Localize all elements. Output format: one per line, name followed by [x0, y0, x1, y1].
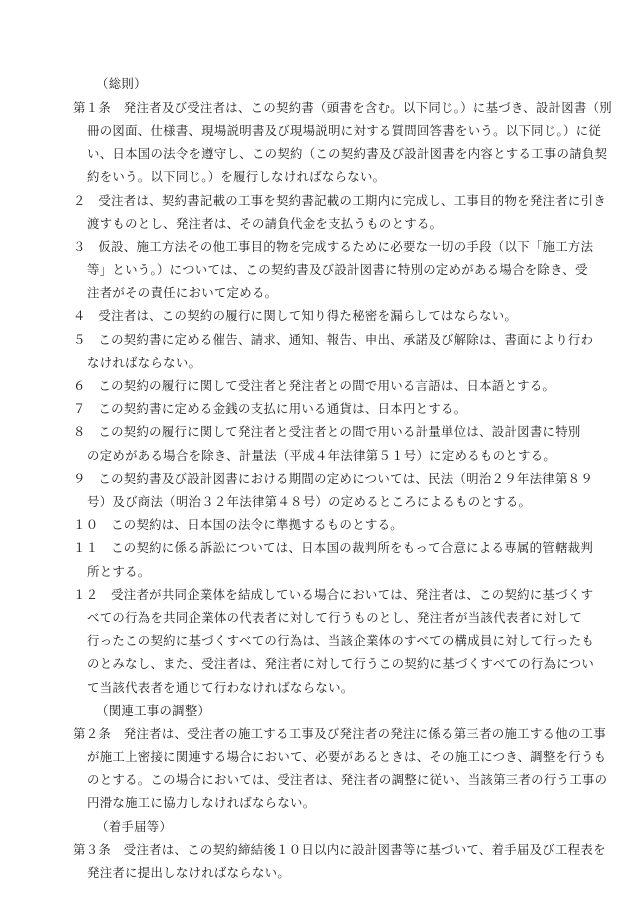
clause-2-line: ２ 受注者は、契約書記載の工事を契約書記載の工期内に完成し、工事目的物を発注者に引き: [73, 193, 607, 208]
article-1-line: い、日本国の法令を遵守し、この契約（この契約書及び設計図書を内容とする工事の請負契: [87, 146, 608, 161]
clause-6-line: ６ この契約の履行に関して受注者と発注者との間で用いる言語は、日本語とする。: [73, 378, 556, 393]
clause-9-line: 号）及び商法（明治３２年法律第４８号）の定めるところによるものとする。: [87, 494, 532, 509]
article-1-line: 冊の図面、仕様書、現場説明書及び現場説明に対する質問回答書をいう。以下同じ。）に従: [87, 123, 602, 138]
clause-12-line: １２ 受注者が共同企業体を結成している場合においては、発注者は、この契約に基づくす: [73, 587, 594, 602]
clause-12-line: のとみなし、また、受注者は、発注者に対して行うこの契約に基づくすべての行為につい: [87, 656, 595, 671]
clause-11-line: 所とする。: [87, 564, 151, 579]
clause-11-line: １１ この契約に係る訴訟については、日本国の裁判所をもって合意による専属的管轄裁判: [73, 540, 594, 555]
clause-5-line: ５ この契約書に定める催告、請求、通知、報告、申出、承諾及び解除は、書面により行わ: [73, 332, 594, 347]
article-3-line: 第３条 受注者は、この契約締結後１０日以内に設計図書等に基づいて、着手届及び工程表を: [73, 842, 606, 857]
article-2-line: のとする。この場合においては、受注者は、発注者の調整に従い、当該第三者の行う工事の: [87, 772, 608, 787]
section-heading-general: （総則）: [96, 76, 147, 91]
clause-8-line: の定めがある場合を除き、計量法（平成４年法律第５１号）に定めるものとする。: [87, 448, 557, 463]
section-heading-start-notice: （着手届等）: [96, 819, 173, 834]
clause-2-line: 渡すものとし、発注者は、その請負代金を支払うものとする。: [87, 216, 443, 231]
article-2-line: 第２条 発注者は、受注者の施工する工事及び発注者の発注に係る第三者の施工する他の工事: [73, 726, 607, 741]
clause-12-line: べての行為を共同企業体の代表者に対して行うものとし、発注者が当該代表者に対して: [87, 610, 582, 625]
clause-3-line: 等」という。）については、この契約書及び設計図書に特別の定めがある場合を除き、受: [87, 262, 588, 277]
clause-12-line: て当該代表者を通じて行わなければならない。: [87, 680, 354, 695]
article-1-line: 第１条 発注者及び受注者は、この契約書（頭書を含む。以下同じ。）に基づき、設計図書（別: [73, 100, 612, 115]
section-heading-related-work: （関連工事の調整）: [96, 703, 211, 718]
clause-9-line: ９ この契約書及び設計図書における期間の定めについては、民法（明治２９年法律第８９: [73, 471, 594, 486]
clause-7-line: ７ この契約書に定める金銭の支払に用いる通貨は、日本円とする。: [73, 401, 467, 416]
clause-3-line: ３ 仮設、施工方法その他工事目的物を完成するために必要な一切の手段（以下「施工方法: [73, 239, 594, 254]
article-2-line: 円滑な施工に協力しなければならない。: [87, 795, 316, 810]
clause-5-line: なければならない。: [87, 355, 202, 370]
clause-8-line: ８ この契約の履行に関して発注者と受注者との間で用いる計量単位は、設計図書に特別: [73, 424, 581, 439]
clause-3-line: 注者がその責任において定める。: [87, 285, 278, 300]
article-3-line: 発注者に提出しなければならない。: [87, 865, 291, 880]
article-1-line: 約をいう。以下同じ。）を履行しなければならない。: [87, 169, 386, 184]
article-2-line: が施工上密接に関連する場合において、必要があるときは、その施工につき、調整を行うも: [87, 749, 607, 764]
clause-12-line: 行ったこの契約に基づくすべての行為は、当該企業体のすべての構成員に対して行ったも: [87, 633, 595, 648]
clause-10-line: １０ この契約は、日本国の法令に準拠するものとする。: [73, 517, 403, 532]
clause-4-line: ４ 受注者は、この契約の履行に関して知り得た秘密を漏らしてはならない。: [73, 308, 518, 323]
